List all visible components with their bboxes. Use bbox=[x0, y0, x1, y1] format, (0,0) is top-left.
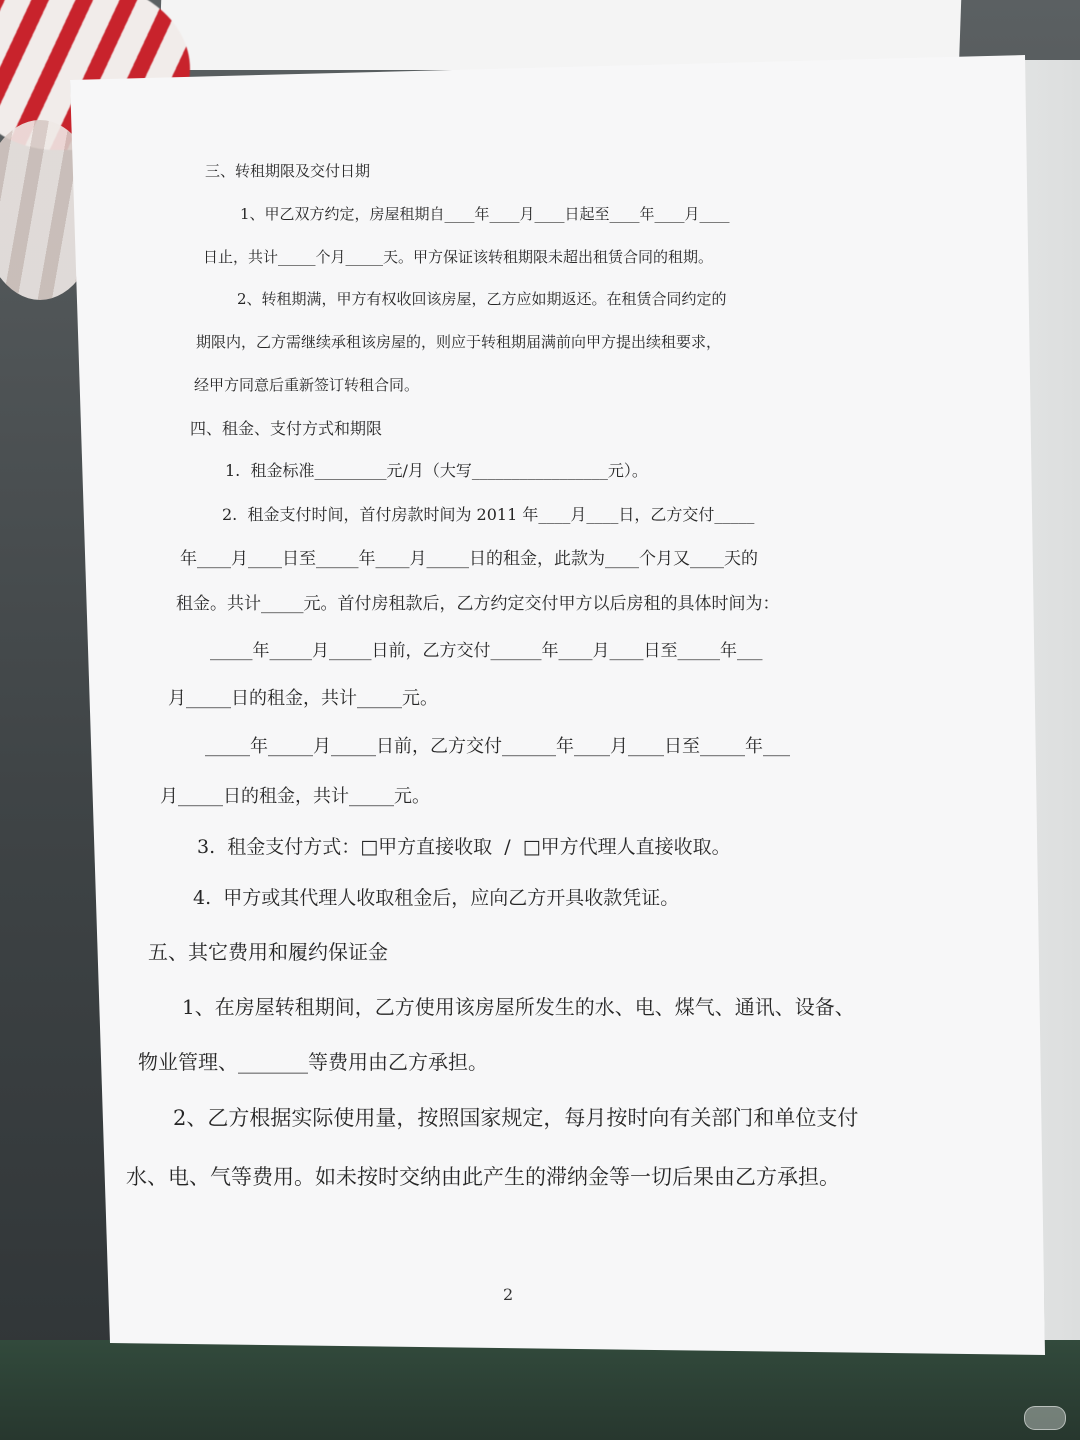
background-paper bbox=[159, 0, 961, 70]
page-number: 2 bbox=[503, 1285, 514, 1304]
section-heading-4: 四、租金、支付方式和期限 bbox=[190, 419, 383, 438]
paragraph-line: 2. 租金支付时间，首付房款时间为 2011 年____月____日，乙方交付_____ bbox=[222, 505, 755, 524]
paragraph-line: 日止，共计_____个月_____天。甲方保证该转租期限未超出租赁合同的租期。 bbox=[203, 248, 714, 266]
paragraph-line: 2、转租期满，甲方有权收回该房屋，乙方应如期返还。在租赁合同约定的 bbox=[237, 290, 727, 308]
paragraph-line: 经甲方同意后重新签订转租合同。 bbox=[194, 376, 420, 394]
watermark-badge bbox=[1024, 1406, 1066, 1430]
paragraph-line: 租金。共计_____元。首付房租款后，乙方约定交付甲方以后房租的具体时间为： bbox=[176, 594, 780, 614]
paragraph-line: 2、乙方根据实际使用量，按照国家规定，每月按时向有关部门和单位支付 bbox=[173, 1106, 859, 1130]
section-heading-3: 三、转租期限及交付日期 bbox=[205, 162, 371, 180]
paragraph-line: 年____月____日至_____年____月_____日的租金，此款为____个月又____天的 bbox=[180, 549, 758, 569]
paragraph-line: 月_____日的租金，共计_____元。 bbox=[168, 688, 438, 709]
paragraph-line: 1、在房屋转租期间，乙方使用该房屋所发生的水、电、煤气、通讯、设备、 bbox=[182, 995, 855, 1019]
paragraph-line: 期限内，乙方需继续承租该房屋的，则应于转租期届满前向甲方提出续租要求， bbox=[196, 333, 722, 351]
paragraph-line: 4. 甲方或其代理人收取租金后，应向乙方开具收款凭证。 bbox=[193, 887, 680, 909]
paragraph-line: 3. 租金支付方式：□甲方直接收取 / □甲方代理人直接收取。 bbox=[197, 836, 731, 858]
paragraph-line: 物业管理、_______等费用由乙方承担。 bbox=[138, 1050, 488, 1074]
section-heading-5: 五、其它费用和履约保证金 bbox=[148, 940, 388, 964]
paragraph-line: _____年_____月_____日前，乙方交付______年____月____日至_____年___ bbox=[205, 736, 790, 757]
paragraph-line: 1. 租金标准_________元/月（大写_________________元）。 bbox=[225, 461, 648, 480]
paragraph-line: 1、甲乙双方约定，房屋租期自____年____月____日起至____年____月____ bbox=[240, 205, 730, 223]
paragraph-line: 水、电、气等费用。如未按时交纳由此产生的滞纳金等一切后果由乙方承担。 bbox=[126, 1165, 840, 1189]
paragraph-line: 月_____日的租金，共计_____元。 bbox=[160, 786, 430, 807]
background-desk-edge bbox=[0, 1340, 1080, 1440]
paragraph-line: _____年_____月_____日前，乙方交付______年____月____日至_____年___ bbox=[210, 641, 763, 661]
